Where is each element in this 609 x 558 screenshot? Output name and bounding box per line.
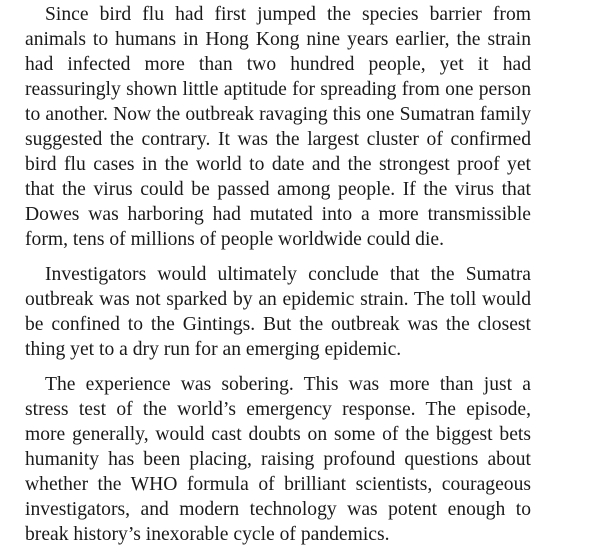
paragraph-sobering-experience: The experience was sobering. This was more than just a stress test of the world’s emergency response. The episode, more generally, would cast doubts on some of the biggest bets humanity has been placing, raising profound questions about whether the WHO formula of brilliant scientists, courageous investigators, and modern technology was potent enough to break history’s inexorable cycle of pandemics. <box>25 374 531 545</box>
paragraph-investigators-conclusion: Investigators would ultimately conclude that the Sumatra outbreak was not sparked by an epidemic strain. The toll would be confined to the Gintings. But the outbreak was the closest thing yet to a dry run for an emerging epidemic. <box>25 264 531 360</box>
paragraph-bird-flu-history: Since bird flu had first jumped the species barrier from animals to humans in Hong Kong nine years earlier, the strain had infected more than two hundred people, yet it had reassuringly shown little aptitude for spreading from one person to another. Now the outbreak ravaging this one Sumatran family suggested the contrary. It was the largest cluster of confirmed bird flu cases in the world to date and the strongest proof yet that the virus could be passed among people. If the virus that Dowes was harboring had mutated into a more transmissible form, tens of millions of people worldwide could die. <box>25 4 531 250</box>
document-page <box>25 2 531 547</box>
